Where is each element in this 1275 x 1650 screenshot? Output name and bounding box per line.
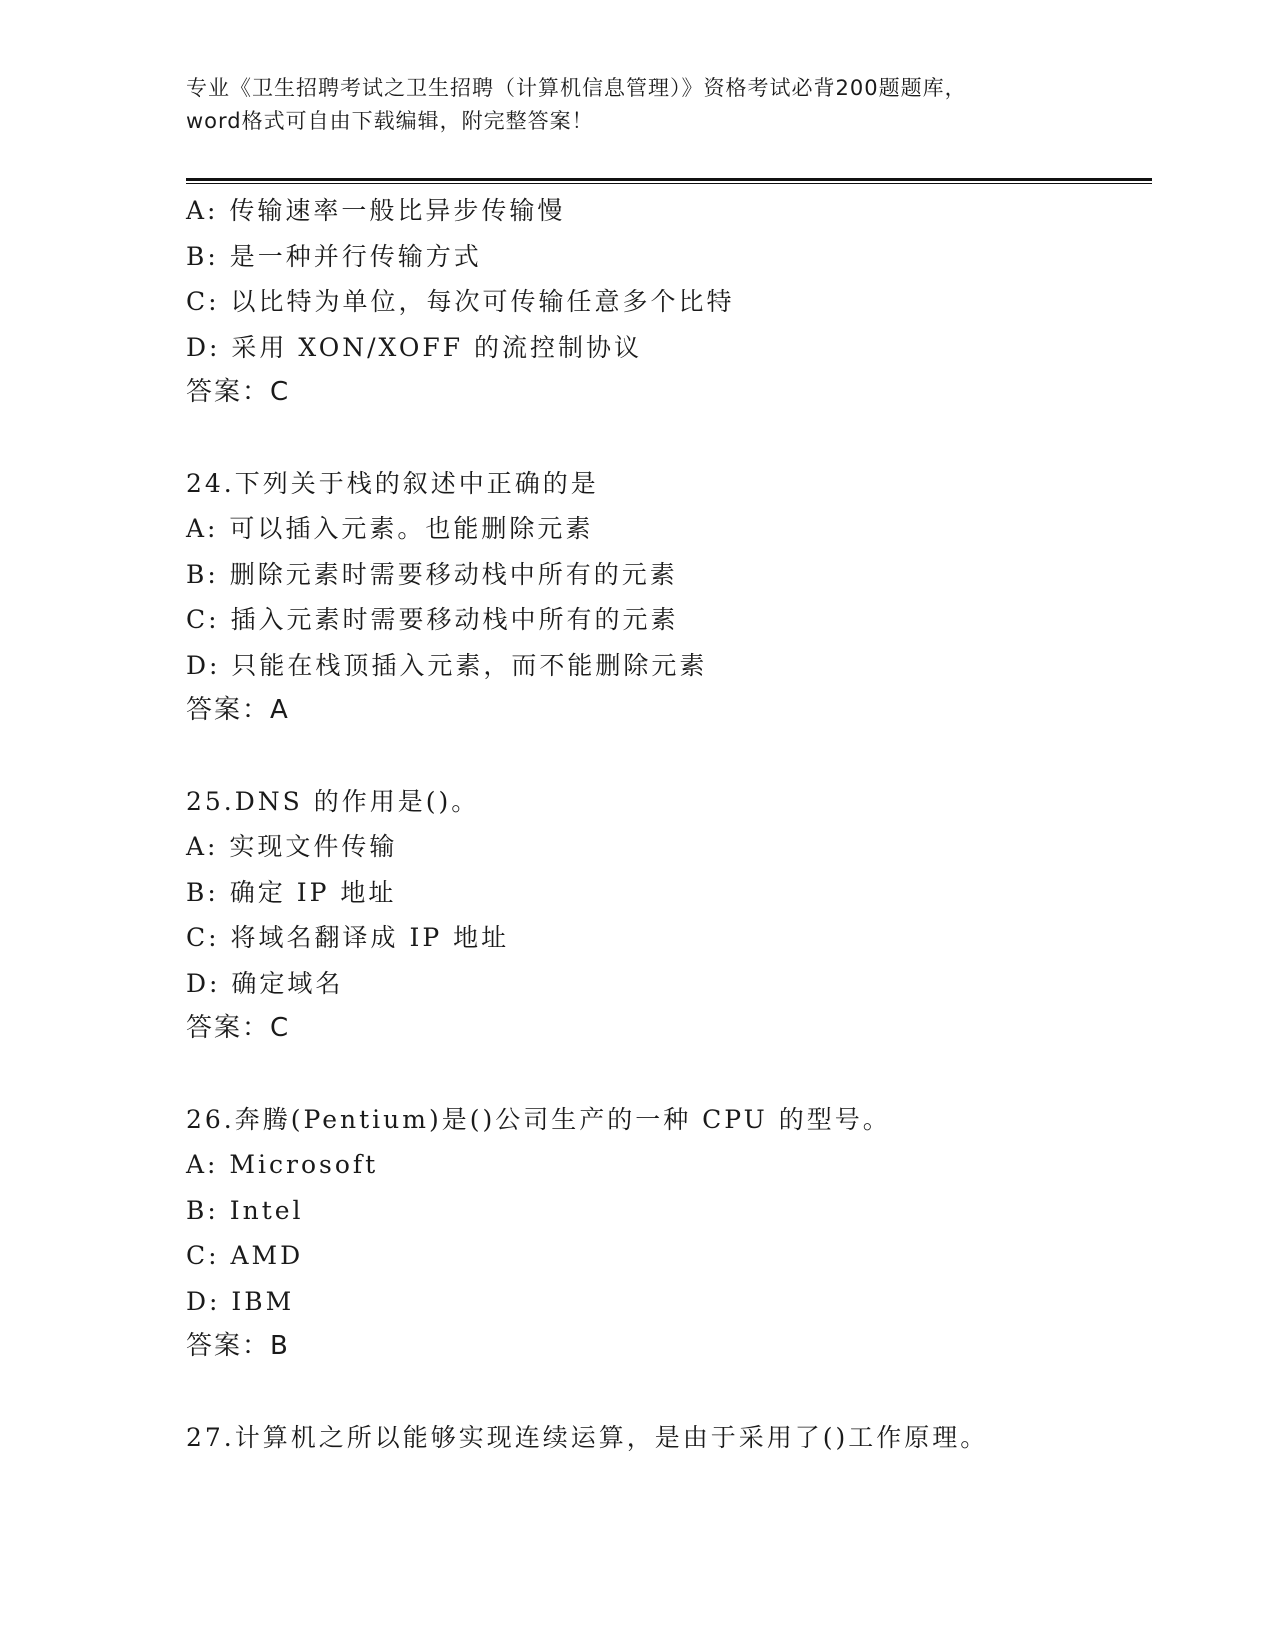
question-text: 27.计算机之所以能够实现连续运算，是由于采用了()工作原理。 — [186, 1422, 989, 1452]
option-b: B: Intel — [186, 1195, 304, 1225]
spacer — [186, 1052, 1146, 1097]
answer-text: 答案：C — [186, 1013, 291, 1043]
header-divider-thin — [186, 183, 1152, 184]
question-block-23 — [186, 188, 1146, 416]
answer-text: 答案：A — [186, 695, 290, 725]
header-title-line-1: 专业《卫生招聘考试之卫生招聘（计算机信息管理）》资格考试必背200题题库， — [186, 76, 967, 100]
option-d: D: 确定域名 — [186, 968, 344, 998]
spacer — [186, 1370, 1146, 1415]
spacer — [186, 734, 1146, 779]
question-text: 25.DNS 的作用是()。 — [186, 786, 480, 816]
header-title-line-2: word格式可自由下载编辑，附完整答案！ — [186, 109, 594, 133]
answer-text: 答案：C — [186, 377, 291, 407]
option-a: A: 可以插入元素。也能删除元素 — [186, 514, 594, 543]
option-b: B: 确定 IP 地址 — [186, 877, 397, 907]
answer-text: 答案：B — [186, 1331, 290, 1361]
option-d: D: 只能在栈顶插入元素，而不能删除元素 — [186, 650, 708, 680]
document-header — [186, 72, 1086, 138]
question-text: 24.下列关于栈的叙述中正确的是 — [186, 468, 599, 498]
question-block-26 — [186, 1097, 1146, 1370]
question-block-27 — [186, 1415, 1146, 1461]
option-c: C: 以比特为单位，每次可传输任意多个比特 — [186, 287, 735, 316]
option-d: D: 采用 XON/XOFF 的流控制协议 — [186, 332, 643, 362]
option-a: A: Microsoft — [186, 1150, 379, 1179]
option-b: B: 删除元素时需要移动栈中所有的元素 — [186, 559, 678, 589]
option-c: C: 插入元素时需要移动栈中所有的元素 — [186, 605, 679, 634]
question-block-25 — [186, 779, 1146, 1052]
question-text: 26.奔腾(Pentium)是()公司生产的一种 CPU 的型号。 — [186, 1104, 891, 1134]
question-block-24 — [186, 461, 1146, 734]
option-c: C: AMD — [186, 1241, 304, 1270]
header-divider-thick — [186, 178, 1152, 181]
spacer — [186, 416, 1146, 461]
option-a: A: 实现文件传输 — [186, 832, 398, 861]
option-a: A: 传输速率一般比异步传输慢 — [186, 196, 566, 225]
question-list — [186, 188, 1146, 1460]
option-d: D: IBM — [186, 1286, 295, 1316]
option-b: B: 是一种并行传输方式 — [186, 241, 482, 271]
option-c: C: 将域名翻译成 IP 地址 — [186, 923, 510, 952]
